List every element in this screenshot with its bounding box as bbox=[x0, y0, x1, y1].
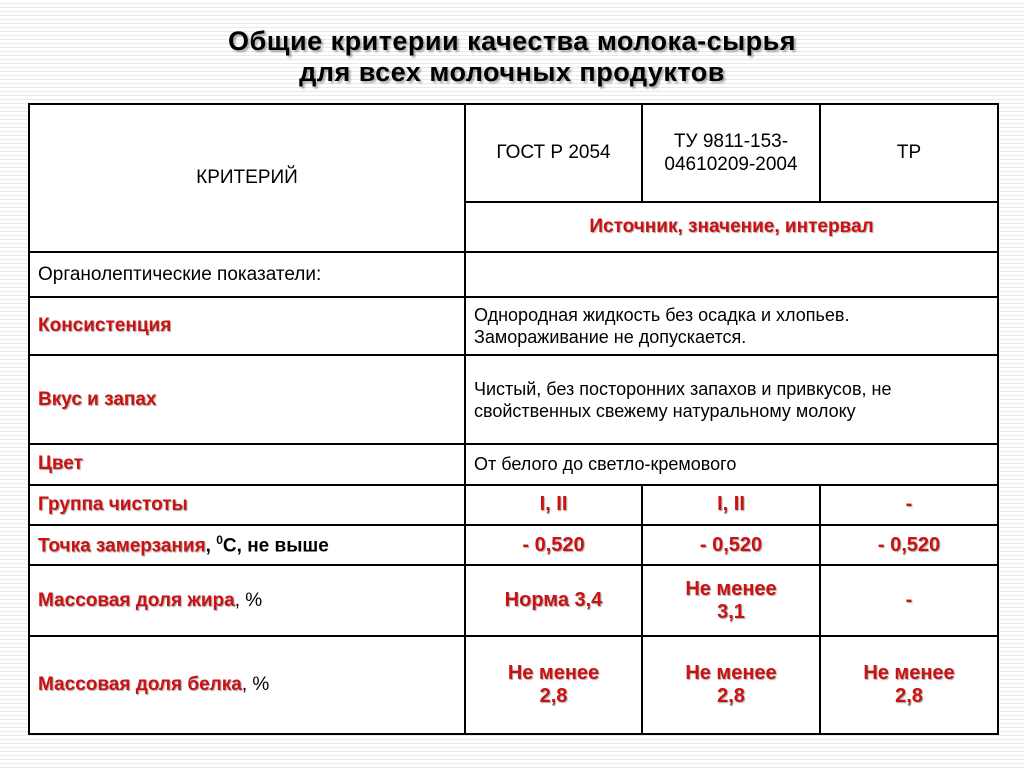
title-line-2: для всех молочных продуктов bbox=[299, 57, 725, 87]
fat-gost: Норма 3,4 bbox=[465, 565, 642, 636]
tr-header: ТР bbox=[820, 104, 998, 202]
table-row bbox=[29, 565, 998, 636]
table-row bbox=[29, 525, 998, 565]
table-row bbox=[29, 252, 998, 296]
criterion-header: КРИТЕРИЙ bbox=[29, 104, 465, 252]
source-subheader: Источник, значение, интервал bbox=[465, 202, 998, 252]
table-row bbox=[29, 485, 998, 525]
protein-tu: Не менее 2,8 bbox=[642, 636, 820, 734]
color-label: Цвет bbox=[29, 444, 465, 484]
taste-desc: Чистый, без посторонних запахов и привкусов, не свойственных свежему натуральному молоку bbox=[465, 355, 998, 444]
purity-gost: I, II bbox=[465, 485, 642, 525]
table-row bbox=[29, 355, 998, 444]
purity-tu: I, II bbox=[642, 485, 820, 525]
fat-tu: Не менее 3,1 bbox=[642, 565, 820, 636]
page-title bbox=[0, 26, 1024, 88]
purity-label: Группа чистоты bbox=[29, 485, 465, 525]
organoleptic-empty bbox=[465, 252, 998, 296]
fat-label: Массовая доля жира, % bbox=[29, 565, 465, 636]
freezing-gost: - 0,520 bbox=[465, 525, 642, 565]
purity-tr: - bbox=[820, 485, 998, 525]
freezing-label: Точка замерзания, $^0$С, не выше bbox=[29, 525, 465, 565]
organoleptic-label: Органолептические показатели: bbox=[29, 252, 465, 296]
header-row bbox=[29, 104, 998, 202]
protein-tr: Не менее 2,8 bbox=[820, 636, 998, 734]
freezing-tu: - 0,520 bbox=[642, 525, 820, 565]
color-desc: От белого до светло-кремового bbox=[465, 444, 998, 484]
quality-criteria-table bbox=[28, 103, 999, 735]
table-row bbox=[29, 297, 998, 356]
freezing-tr: - 0,520 bbox=[820, 525, 998, 565]
title-line-1: Общие критерии качества молока-сырья bbox=[228, 26, 796, 56]
protein-gost: Не менее 2,8 bbox=[465, 636, 642, 734]
tu-header: ТУ 9811-153-04610209-2004 bbox=[642, 104, 820, 202]
protein-label: Массовая доля белка, % bbox=[29, 636, 465, 734]
consistency-desc: Однородная жидкость без осадка и хлопьев. Замораживание не допускается. bbox=[465, 297, 998, 356]
gost-header: ГОСТ Р 2054 bbox=[465, 104, 642, 202]
consistency-label: Консистенция bbox=[29, 297, 465, 356]
table-row bbox=[29, 636, 998, 734]
table-row bbox=[29, 444, 998, 484]
taste-label: Вкус и запах bbox=[29, 355, 465, 444]
fat-tr: - bbox=[820, 565, 998, 636]
